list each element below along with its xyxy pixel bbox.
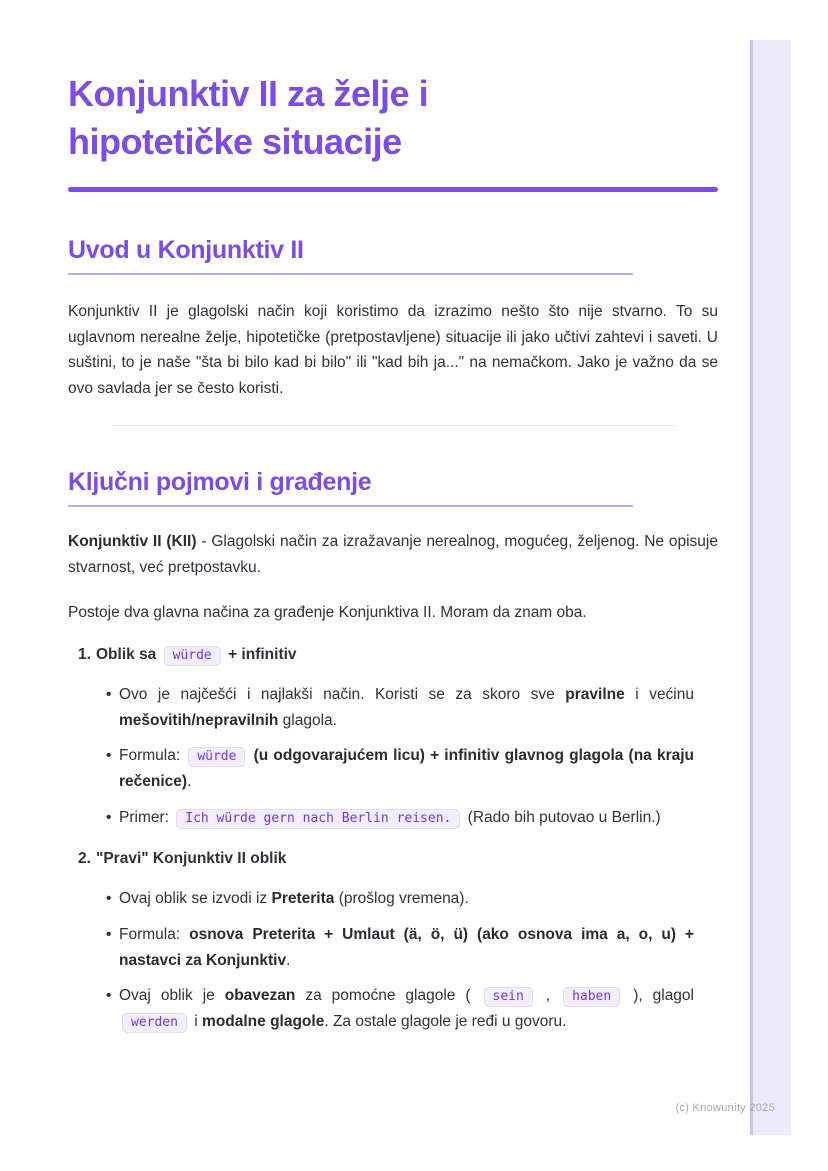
bold-run: pravilne: [565, 685, 625, 703]
bold-run: modalne glagole: [202, 1012, 325, 1030]
code-badge: haben: [563, 987, 620, 1007]
text-run: za pomoćne glagole (: [295, 987, 481, 1005]
bullet-text: [119, 805, 694, 831]
code-badge: würde: [164, 646, 221, 666]
text-run: Primer:: [119, 808, 174, 826]
bullet-item: [68, 983, 718, 1034]
footer-copyright: (c) Knowunity 2025: [675, 1102, 775, 1114]
bullet-item: [68, 743, 718, 794]
text-run: (prošlog vremena).: [334, 890, 469, 908]
heading-underline: [68, 505, 633, 507]
bullet-item: [68, 682, 718, 733]
code-badge: würde: [188, 747, 245, 767]
bullet-text: [119, 983, 694, 1034]
bullet-icon: •: [106, 747, 112, 765]
text-run: . Za ostale glagole je ređi u govoru.: [324, 1012, 567, 1030]
lead-paragraph: Postoje dva glavna načina za građenje Konjunktiva II. Moram da znam oba.: [68, 604, 587, 622]
text-run: Formula:: [119, 925, 190, 943]
bullet-item: [68, 886, 718, 912]
bold-run: (u odgovarajućem licu) + infinitiv glavnog glagola (na kraju rečenice): [119, 747, 694, 790]
bullet-text: [119, 682, 694, 733]
code-badge: sein: [484, 987, 533, 1007]
bold-run: osnova Preterita + Umlaut (ä, ö, ü) (ako osnova ima a, o, u) + nastavci za Konjunktiv: [119, 925, 694, 969]
list-item-number: 2.: [78, 850, 91, 868]
text-run: i većinu: [624, 685, 694, 703]
text-run: (Rado bih putovao u Berlin.): [463, 808, 661, 826]
text-run: Ovo je najčešći i najlakši način. Koristi se za skoro sve: [119, 685, 566, 703]
bullet-icon: •: [106, 890, 112, 908]
list-item-1: [68, 642, 718, 668]
document-page: [68, 0, 718, 1035]
list-item-heading: [96, 642, 297, 668]
bullet-icon: •: [106, 987, 112, 1005]
bullet-icon: •: [106, 808, 112, 826]
text-run: ), glagol: [623, 987, 694, 1005]
page-title-line-1: Konjunktiv II za želje i: [68, 73, 429, 114]
bullet-item: [68, 922, 718, 973]
bullet-text: [119, 886, 694, 912]
list-item-heading: [96, 846, 286, 872]
section-divider: [111, 425, 676, 426]
definition-rest: - Glagolski način za izražavanje nerealnog, mogućeg, željenog. Ne opisuje stvarnost, već pretpostavku.: [68, 532, 718, 576]
list-item-number: 1.: [78, 646, 91, 664]
definition-paragraph: [68, 529, 718, 580]
text-run: ,: [535, 987, 561, 1005]
text-run: glagola.: [278, 711, 337, 729]
text-run: i: [189, 1012, 203, 1030]
heading-underline: [68, 273, 633, 275]
text-run: .: [187, 772, 192, 790]
intro-paragraph: Konjunktiv II je glagolski način koji koristimo da izrazimo nešto što nije stvarno. To su uglavnom nerealne želje, hipotetičke (pretpostavljene) situacije ili jako učtivi zahtevi i saveti. U suštini, to je naše "šta bi bilo kad bi bilo" ili "kad bih ja..." na nemačkom. Jako je važno da se ovo savlada jer se često koristi.: [68, 303, 718, 398]
text-run: Ovaj oblik se izvodi iz: [119, 890, 272, 908]
bullet-text: [119, 743, 694, 794]
bullet-text: [119, 922, 694, 973]
text-run: .: [286, 951, 291, 969]
section-heading-concepts: Ključni pojmovi i građenje: [68, 467, 372, 496]
text-run: Formula:: [119, 747, 186, 765]
bullet-icon: •: [106, 685, 112, 703]
bold-run: mešovitih/nepravilnih: [119, 711, 279, 729]
item-heading-text: "Pravi" Konjunktiv II oblik: [96, 850, 287, 868]
code-badge: werden: [122, 1013, 187, 1033]
text-run: Ovaj oblik je: [119, 987, 225, 1005]
bullet-icon: •: [106, 925, 112, 943]
bold-run: Preterita: [271, 890, 335, 908]
definition-term: Konjunktiv II (KII): [68, 532, 197, 550]
decor-strip: [750, 40, 791, 1135]
list-item-2: [68, 846, 718, 872]
section-heading-intro: Uvod u Konjunktiv II: [68, 236, 304, 265]
bold-run: obavezan: [224, 987, 296, 1005]
bullet-item: [68, 805, 718, 831]
code-badge: Ich würde gern nach Berlin reisen.: [176, 809, 460, 829]
item-heading-text: Oblik sa: [96, 646, 161, 664]
page-title-line-2: hipotetičke situacije: [68, 120, 402, 162]
title-rule: [68, 187, 718, 192]
item-heading-text: + infinitiv: [223, 646, 297, 664]
page-title: [68, 70, 718, 165]
